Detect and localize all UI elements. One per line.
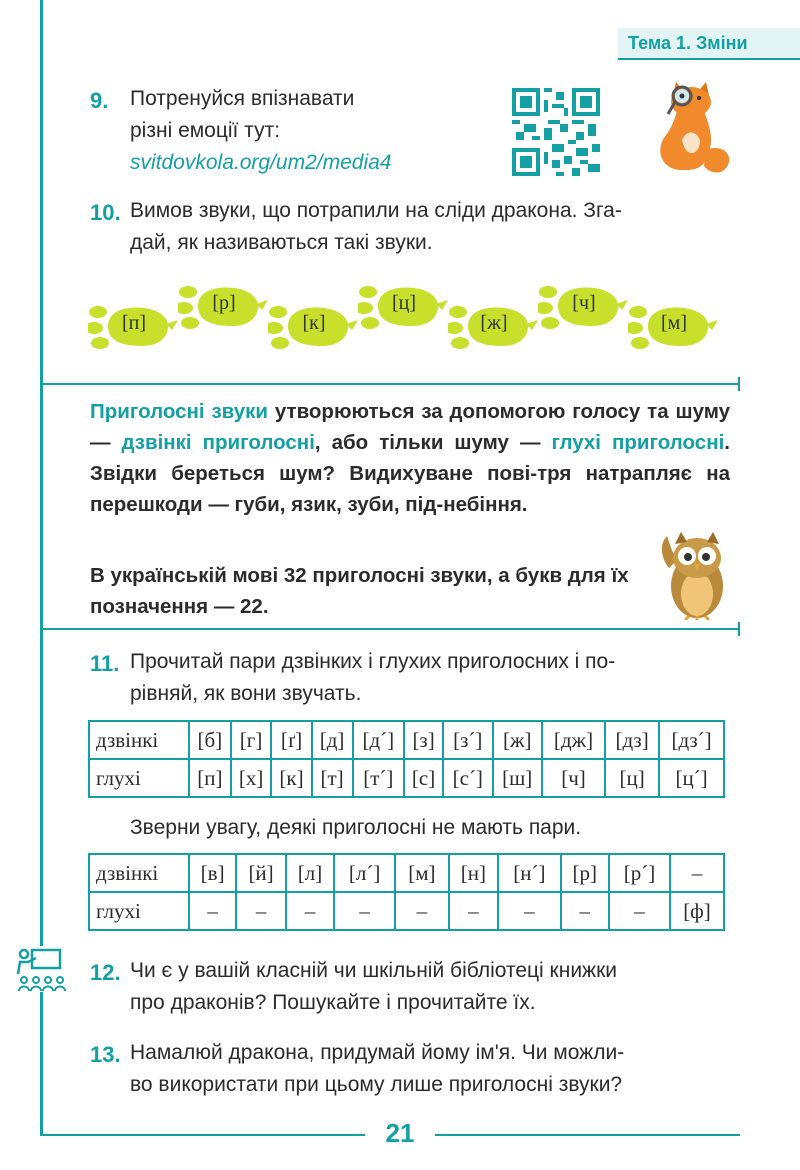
unpaired-table-cell: [л´] [334, 854, 395, 892]
topic-tag: Тема 1. Зміни [618, 28, 800, 58]
task-9-line2: різні емоції тут: [130, 119, 281, 142]
footprint-3 [268, 298, 360, 354]
footprint-sound: [м] [661, 312, 687, 334]
footprint-5 [448, 298, 540, 354]
paired-table-cell: [т´] [353, 759, 405, 797]
footprint-sound: [п] [121, 312, 147, 334]
unpaired-table-row-label: глухі [89, 892, 189, 930]
task-11-note: Зверни увагу, деякі приголосні не мають пари. [130, 816, 582, 839]
paired-table-cell: [с] [404, 759, 443, 797]
paired-table-cell: [к] [271, 759, 311, 797]
unpaired-table-cell: – [609, 892, 670, 930]
paired-table-cell: [ч] [542, 759, 605, 797]
task-12-number: 12. [90, 960, 121, 985]
unpaired-table-cell: [р] [561, 854, 609, 892]
task-9-number: 9. [90, 88, 109, 113]
unpaired-table-cell: – [334, 892, 395, 930]
footprint-1 [88, 298, 180, 354]
page-number: 21 [385, 1118, 415, 1148]
footer-line-right [435, 1134, 740, 1136]
info-text-b: , або тільки шуму — [314, 431, 552, 454]
unpaired-table-cell: [ф] [670, 892, 724, 930]
footprint-2 [178, 278, 270, 334]
info-top-line-tick [738, 377, 740, 391]
footprint-sound: [ч] [572, 292, 596, 314]
unpaired-table-cell: – [236, 892, 286, 930]
paired-table-cell: [ц´] [659, 759, 724, 797]
unpaired-table-cell: – [189, 892, 236, 930]
paired-table-cell: [з´] [443, 721, 493, 759]
info-bottom-line [40, 628, 740, 630]
footer-line-left [40, 1134, 365, 1136]
task-13-number: 13. [90, 1042, 121, 1067]
info-term-consonants: Приголосні звуки [90, 400, 269, 423]
info-term-voiced: дзвінкі приголосні [121, 431, 315, 454]
unpaired-table-cell: [в] [189, 854, 236, 892]
unpaired-table-cell: [р´] [609, 854, 670, 892]
paired-table-cell: [г] [231, 721, 272, 759]
paired-table-cell: [дз´] [659, 721, 724, 759]
fox-illustration [646, 80, 736, 176]
info-text-c: . Звідки береться шум? Видихуване пові-тря натрапляє на перешкоди — губи, язик, зуби, під-небіння. [90, 431, 730, 516]
paired-consonants-table [88, 720, 725, 798]
info-term-voiceless: глухі приголосні [551, 431, 725, 454]
paired-table-row [89, 759, 724, 797]
unpaired-table-row [89, 892, 724, 930]
task-12-line2: про драконів? Пошукайте і прочитайте їх. [130, 991, 536, 1014]
paired-table-cell: [дз] [605, 721, 659, 759]
owl-illustration [655, 528, 735, 620]
task-10-number: 10. [90, 200, 121, 225]
paired-table-cell: [з] [404, 721, 443, 759]
unpaired-table-row [89, 854, 724, 892]
paired-table-cell: [ш] [493, 759, 542, 797]
footprint-7 [628, 298, 720, 354]
task-11-number: 11. [90, 651, 120, 676]
task-10-line2: дай, як називаються такі звуки. [130, 231, 433, 254]
paired-table-cell: [б] [189, 721, 231, 759]
paired-table-cell: [х] [231, 759, 272, 797]
footprint-6 [538, 278, 630, 334]
task-10-line1: Вимов звуки, що потрапили на сліди дракона. Зга- [130, 199, 622, 222]
unpaired-table-cell: – [286, 892, 334, 930]
unpaired-table-cell: – [670, 854, 724, 892]
info-paragraph-2: В українській мові 32 приголосні звуки, а букв для їх позначення — 22. [90, 564, 629, 618]
unpaired-table-cell: [н´] [498, 854, 560, 892]
paired-table-cell: [п] [189, 759, 231, 797]
unpaired-table-cell: [й] [236, 854, 286, 892]
paired-table-cell: [т] [312, 759, 353, 797]
header-underline [618, 58, 800, 60]
info-text-a: утворюються за допомогою голосу та шуму — [90, 400, 730, 454]
paired-table-row-label: глухі [89, 759, 189, 797]
task-12-line1: Чи є у вашій класній чи шкільній бібліотеці книжки [130, 959, 618, 982]
group-work-icon [14, 944, 66, 994]
unpaired-table-row-label: дзвінкі [89, 854, 189, 892]
unpaired-table-cell: – [561, 892, 609, 930]
info-top-line [40, 383, 740, 385]
unpaired-table-cell: [м] [395, 854, 448, 892]
unpaired-table-cell: [л] [286, 854, 334, 892]
paired-table-row-label: дзвінкі [89, 721, 189, 759]
info-bottom-line-tick [738, 622, 740, 636]
task-13-line2: во використати при цьому лише приголосні звуки? [130, 1073, 623, 1096]
task-11-line2: рівняй, як вони звучать. [130, 682, 362, 705]
unpaired-table-cell: – [395, 892, 448, 930]
paired-table-cell: [с´] [443, 759, 493, 797]
footprint-4 [358, 278, 450, 334]
unpaired-table-cell: – [498, 892, 560, 930]
paired-table-row [89, 721, 724, 759]
qr-code-image[interactable] [512, 88, 600, 176]
footprint-sound: [ж] [480, 312, 508, 334]
footprint-sound: [р] [212, 292, 236, 314]
paired-table-cell: [д´] [353, 721, 405, 759]
unpaired-consonants-table [88, 853, 725, 931]
unpaired-table-cell: – [449, 892, 499, 930]
footprint-sound: [к] [302, 312, 326, 334]
paired-table-cell: [ґ] [271, 721, 311, 759]
task-11-line1: Прочитай пари дзвінких і глухих приголосних і по- [130, 650, 616, 673]
paired-table-cell: [ж] [493, 721, 542, 759]
paired-table-cell: [ц] [605, 759, 659, 797]
task-9-line1: Потренуйся впізнавати [130, 87, 355, 110]
unpaired-table-cell: [н] [449, 854, 499, 892]
info-paragraph-1 [90, 396, 730, 520]
task-13-line1: Намалюй дракона, придумай йому ім'я. Чи можли- [130, 1041, 625, 1064]
footprint-sound: [ц] [391, 292, 417, 314]
paired-table-cell: [д] [312, 721, 353, 759]
paired-table-cell: [дж] [542, 721, 605, 759]
task-9-link[interactable]: svitdovkola.org/um2/media4 [130, 151, 392, 174]
